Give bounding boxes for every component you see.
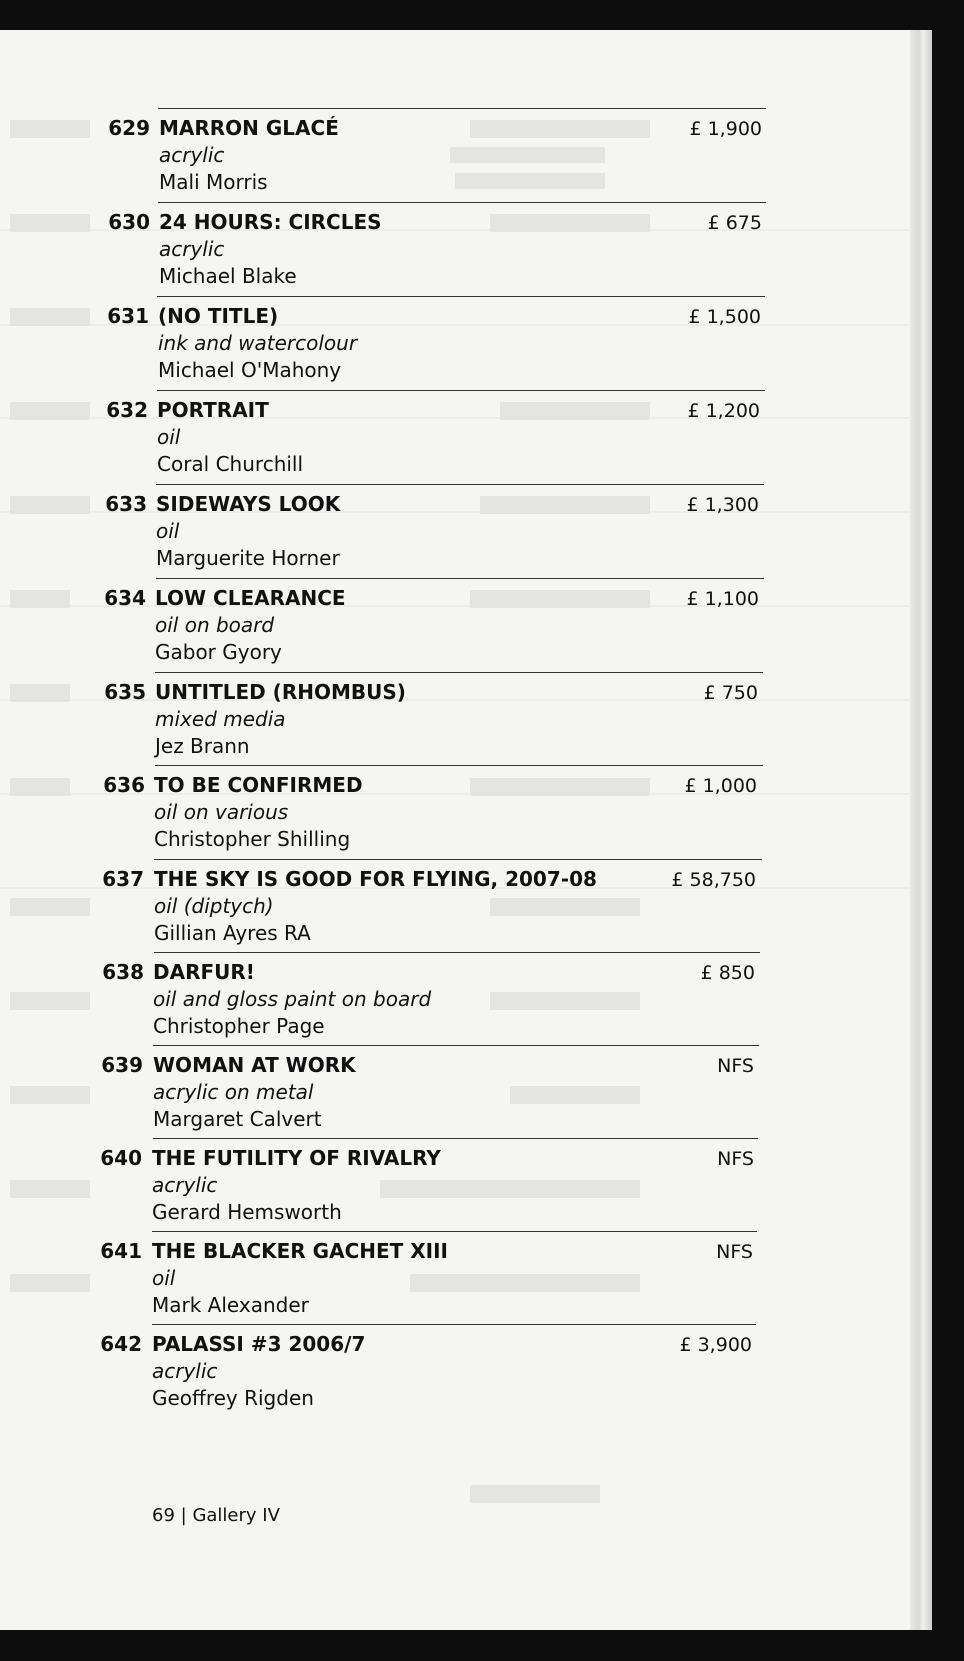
entry-medium: oil and gloss paint on board xyxy=(153,987,432,1011)
entry-divider xyxy=(153,1045,759,1046)
entry-title: PORTRAIT xyxy=(157,398,269,422)
entry-price: £ 1,500 xyxy=(688,306,761,328)
entry-price: £ 58,750 xyxy=(671,869,756,891)
entry-divider xyxy=(156,484,764,485)
entry-medium: oil xyxy=(152,1266,176,1290)
catalogue-entry xyxy=(0,1138,910,1232)
entry-price: NFS xyxy=(717,1055,754,1077)
entry-artist: Gillian Ayres RA xyxy=(154,921,311,945)
entry-title: MARRON GLACÉ xyxy=(159,116,339,140)
entry-divider xyxy=(152,1231,757,1232)
entry-artist: Coral Churchill xyxy=(157,452,304,476)
catalogue-entry xyxy=(0,484,910,578)
entry-title: PALASSI #3 2006/7 xyxy=(152,1332,366,1356)
entry-number: 630 xyxy=(108,210,150,234)
catalogue-entry xyxy=(0,202,910,296)
entry-artist: Margaret Calvert xyxy=(153,1107,322,1131)
entry-divider xyxy=(158,202,766,203)
entry-number: 641 xyxy=(100,1239,142,1263)
catalogue-page xyxy=(0,30,910,1630)
entry-divider xyxy=(154,952,760,953)
entry-divider xyxy=(157,296,765,297)
entry-artist: Michael O'Mahony xyxy=(158,358,342,382)
footer-separator: | xyxy=(180,1505,187,1526)
catalogue-entry xyxy=(0,1231,910,1325)
entry-artist: Gabor Gyory xyxy=(155,640,282,664)
entry-price: £ 1,300 xyxy=(686,494,759,516)
entry-price: NFS xyxy=(716,1241,753,1263)
catalogue-entry xyxy=(0,859,910,953)
entry-title: THE FUTILITY OF RIVALRY xyxy=(152,1146,441,1170)
entry-number: 642 xyxy=(100,1332,142,1356)
entry-medium: oil (diptych) xyxy=(154,894,274,918)
catalogue-entry xyxy=(0,765,910,859)
entry-number: 631 xyxy=(107,304,149,328)
entry-divider xyxy=(155,672,763,673)
entry-medium: oil on board xyxy=(155,613,275,637)
catalogue-entry xyxy=(0,952,910,1046)
entry-number: 638 xyxy=(102,960,144,984)
entry-divider xyxy=(155,765,763,766)
entry-price: £ 1,000 xyxy=(684,775,757,797)
entry-artist: Geoffrey Rigden xyxy=(152,1386,314,1410)
entry-artist: Mark Alexander xyxy=(152,1293,309,1317)
entry-title: THE SKY IS GOOD FOR FLYING, 2007-08 xyxy=(154,867,597,891)
entry-number: 634 xyxy=(104,586,146,610)
catalogue-entry xyxy=(0,1324,910,1418)
entry-title: (NO TITLE) xyxy=(158,304,279,328)
entry-price: £ 850 xyxy=(700,962,755,984)
entry-number: 636 xyxy=(103,773,145,797)
catalogue-entry xyxy=(0,296,910,390)
entry-medium: ink and watercolour xyxy=(158,331,358,355)
page-number: 69 xyxy=(152,1505,175,1526)
entry-artist: Jez Brann xyxy=(155,734,250,758)
catalogue-entry xyxy=(0,108,910,202)
catalogue-entry xyxy=(0,672,910,766)
entry-price: £ 1,100 xyxy=(686,588,759,610)
entry-medium: acrylic xyxy=(152,1173,218,1197)
entry-number: 632 xyxy=(106,398,148,422)
entry-number: 639 xyxy=(101,1053,143,1077)
entry-title: LOW CLEARANCE xyxy=(155,586,346,610)
entry-divider xyxy=(153,1138,758,1139)
entry-title: 24 HOURS: CIRCLES xyxy=(159,210,382,234)
entry-artist: Christopher Shilling xyxy=(154,827,351,851)
entry-divider xyxy=(157,390,765,391)
entry-price: £ 750 xyxy=(703,682,758,704)
entry-price: £ 1,900 xyxy=(689,118,762,140)
entry-title: SIDEWAYS LOOK xyxy=(156,492,341,516)
catalogue-entry xyxy=(0,390,910,484)
entry-price: £ 3,900 xyxy=(679,1334,752,1356)
entry-medium: acrylic xyxy=(159,143,225,167)
entry-medium: acrylic on metal xyxy=(153,1080,314,1104)
entry-price: £ 675 xyxy=(707,212,762,234)
entry-medium: acrylic xyxy=(152,1359,218,1383)
entry-number: 633 xyxy=(105,492,147,516)
page-edge xyxy=(910,30,932,1630)
entry-artist: Michael Blake xyxy=(159,264,297,288)
entry-title: UNTITLED (RHOMBUS) xyxy=(155,680,406,704)
entry-number: 637 xyxy=(102,867,144,891)
entry-medium: oil on various xyxy=(154,800,289,824)
gallery-name: Gallery IV xyxy=(192,1505,280,1526)
entry-artist: Mali Morris xyxy=(159,170,268,194)
page-footer xyxy=(152,1505,280,1526)
entry-title: THE BLACKER GACHET XIII xyxy=(152,1239,448,1263)
entry-number: 629 xyxy=(108,116,150,140)
entry-number: 640 xyxy=(100,1146,142,1170)
entry-title: TO BE CONFIRMED xyxy=(154,773,363,797)
entry-artist: Gerard Hemsworth xyxy=(152,1200,342,1224)
entry-divider xyxy=(152,1324,756,1325)
entry-price: NFS xyxy=(717,1148,754,1170)
entry-divider xyxy=(158,108,766,109)
entry-medium: mixed media xyxy=(155,707,286,731)
entry-medium: oil xyxy=(156,519,180,543)
entry-price: £ 1,200 xyxy=(687,400,760,422)
entry-divider xyxy=(156,578,764,579)
entry-medium: oil xyxy=(157,425,181,449)
catalogue-entry xyxy=(0,578,910,672)
catalogue-entry xyxy=(0,1045,910,1139)
entry-number: 635 xyxy=(104,680,146,704)
entry-artist: Marguerite Horner xyxy=(156,546,340,570)
entry-divider xyxy=(154,859,762,860)
entry-title: WOMAN AT WORK xyxy=(153,1053,356,1077)
entry-title: DARFUR! xyxy=(153,960,255,984)
entry-medium: acrylic xyxy=(159,237,225,261)
entry-artist: Christopher Page xyxy=(153,1014,325,1038)
